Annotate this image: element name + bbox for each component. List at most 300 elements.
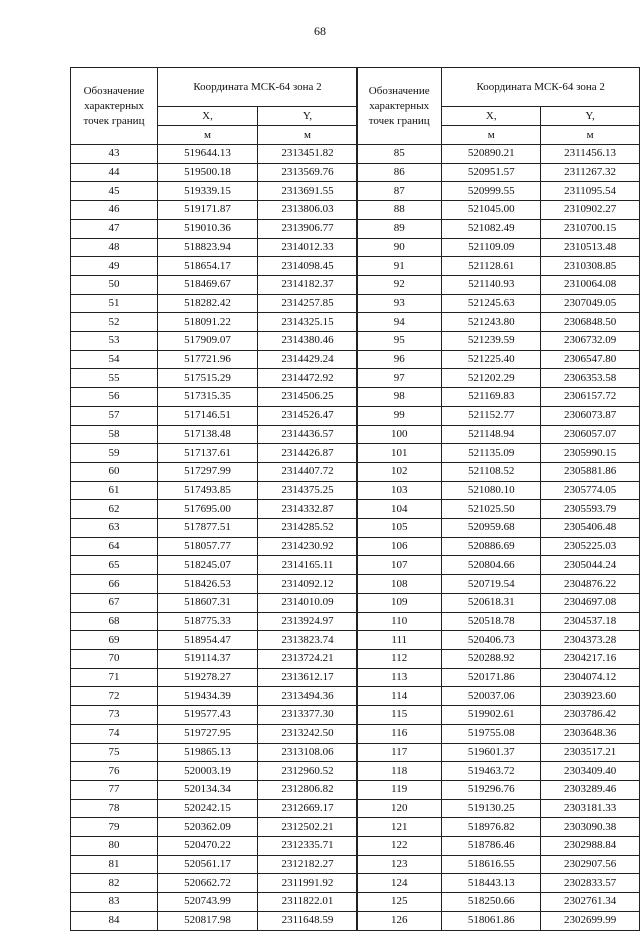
point-number-cell: 122 (357, 837, 442, 856)
x-coordinate-cell: 521135.09 (442, 444, 541, 463)
table-row (71, 593, 358, 612)
point-number-cell: 118 (357, 762, 442, 781)
point-number-cell: 94 (357, 313, 442, 332)
header-y-unit: м (541, 126, 640, 145)
point-number-cell: 49 (71, 257, 158, 276)
y-coordinate-cell: 2306848.50 (541, 313, 640, 332)
y-coordinate-cell: 2314407.72 (258, 462, 358, 481)
y-coordinate-cell: 2313242.50 (258, 724, 358, 743)
table-row (71, 182, 358, 201)
point-number-cell: 59 (71, 444, 158, 463)
point-number-cell: 111 (357, 631, 442, 650)
point-number-cell: 61 (71, 481, 158, 500)
x-coordinate-cell: 517315.35 (158, 388, 258, 407)
table-row (71, 818, 358, 837)
x-coordinate-cell: 521109.09 (442, 238, 541, 257)
header-x-unit: м (158, 126, 258, 145)
point-number-cell: 96 (357, 350, 442, 369)
x-coordinate-cell: 518282.42 (158, 294, 258, 313)
point-number-cell: 107 (357, 556, 442, 575)
table-row (357, 462, 640, 481)
table-row (357, 425, 640, 444)
table-row (71, 481, 358, 500)
table-row (357, 519, 640, 538)
table-row (357, 893, 640, 912)
x-coordinate-cell: 520003.19 (158, 762, 258, 781)
x-coordinate-cell: 520242.15 (158, 799, 258, 818)
table-row (357, 406, 640, 425)
y-coordinate-cell: 2311267.32 (541, 163, 640, 182)
point-number-cell: 74 (71, 724, 158, 743)
point-number-cell: 76 (71, 762, 158, 781)
x-coordinate-cell: 520743.99 (158, 893, 258, 912)
point-number-cell: 101 (357, 444, 442, 463)
point-number-cell: 110 (357, 612, 442, 631)
x-coordinate-cell: 520288.92 (442, 649, 541, 668)
point-number-cell: 75 (71, 743, 158, 762)
point-number-cell: 92 (357, 275, 442, 294)
point-number-cell: 66 (71, 575, 158, 594)
y-coordinate-cell: 2314375.25 (258, 481, 358, 500)
y-coordinate-cell: 2306057.07 (541, 425, 640, 444)
x-coordinate-cell: 519296.76 (442, 780, 541, 799)
point-number-cell: 123 (357, 855, 442, 874)
x-coordinate-cell: 520999.55 (442, 182, 541, 201)
table-row (71, 706, 358, 725)
x-coordinate-cell: 519727.95 (158, 724, 258, 743)
table-row (357, 818, 640, 837)
table-row (71, 462, 358, 481)
point-number-cell: 58 (71, 425, 158, 444)
x-coordinate-cell: 519865.13 (158, 743, 258, 762)
table-row (71, 257, 358, 276)
point-number-cell: 82 (71, 874, 158, 893)
x-coordinate-cell: 519902.61 (442, 706, 541, 725)
point-number-cell: 73 (71, 706, 158, 725)
y-coordinate-cell: 2314165.11 (258, 556, 358, 575)
y-coordinate-cell: 2305774.05 (541, 481, 640, 500)
y-coordinate-cell: 2313906.77 (258, 219, 358, 238)
point-number-cell: 81 (71, 855, 158, 874)
point-number-cell: 54 (71, 350, 158, 369)
y-coordinate-cell: 2314436.57 (258, 425, 358, 444)
y-coordinate-cell: 2314506.25 (258, 388, 358, 407)
y-coordinate-cell: 2305881.86 (541, 462, 640, 481)
x-coordinate-cell: 520171.86 (442, 668, 541, 687)
table-row (71, 519, 358, 538)
point-number-cell: 121 (357, 818, 442, 837)
point-number-cell: 98 (357, 388, 442, 407)
y-coordinate-cell: 2303409.40 (541, 762, 640, 781)
x-coordinate-cell: 519644.13 (158, 145, 258, 164)
y-coordinate-cell: 2303289.46 (541, 780, 640, 799)
y-coordinate-cell: 2310700.15 (541, 219, 640, 238)
table-row (71, 537, 358, 556)
point-number-cell: 55 (71, 369, 158, 388)
y-coordinate-cell: 2312806.82 (258, 780, 358, 799)
x-coordinate-cell: 519434.39 (158, 687, 258, 706)
x-coordinate-cell: 521045.00 (442, 201, 541, 220)
y-coordinate-cell: 2314182.37 (258, 275, 358, 294)
table-row (357, 911, 640, 930)
point-number-cell: 63 (71, 519, 158, 538)
point-number-cell: 79 (71, 818, 158, 837)
x-coordinate-cell: 521152.77 (442, 406, 541, 425)
table-row (357, 631, 640, 650)
point-number-cell: 67 (71, 593, 158, 612)
point-number-cell: 64 (71, 537, 158, 556)
y-coordinate-cell: 2314010.09 (258, 593, 358, 612)
table-row (357, 706, 640, 725)
header-y-unit: м (258, 126, 358, 145)
table-row (71, 799, 358, 818)
x-coordinate-cell: 519171.87 (158, 201, 258, 220)
y-coordinate-cell: 2304373.28 (541, 631, 640, 650)
x-coordinate-cell: 519500.18 (158, 163, 258, 182)
header-coordinate: Координата МСК-64 зона 2 (158, 68, 358, 107)
y-coordinate-cell: 2303786.42 (541, 706, 640, 725)
table-row (357, 444, 640, 463)
table-row (71, 631, 358, 650)
y-coordinate-cell: 2307049.05 (541, 294, 640, 313)
point-number-cell: 77 (71, 780, 158, 799)
point-number-cell: 106 (357, 537, 442, 556)
x-coordinate-cell: 517909.07 (158, 332, 258, 351)
point-number-cell: 44 (71, 163, 158, 182)
x-coordinate-cell: 518654.17 (158, 257, 258, 276)
y-coordinate-cell: 2304217.16 (541, 649, 640, 668)
table-row (357, 537, 640, 556)
x-coordinate-cell: 520817.98 (158, 911, 258, 930)
y-coordinate-cell: 2312335.71 (258, 837, 358, 856)
coordinates-table-right (356, 67, 640, 931)
table-row (71, 145, 358, 164)
point-number-cell: 47 (71, 219, 158, 238)
y-coordinate-cell: 2306353.58 (541, 369, 640, 388)
point-number-cell: 69 (71, 631, 158, 650)
table-row (357, 219, 640, 238)
point-number-cell: 80 (71, 837, 158, 856)
table-row (357, 500, 640, 519)
header-x-unit: м (442, 126, 541, 145)
point-number-cell: 78 (71, 799, 158, 818)
y-coordinate-cell: 2312960.52 (258, 762, 358, 781)
table-row (71, 687, 358, 706)
point-number-cell: 126 (357, 911, 442, 930)
table-row (71, 874, 358, 893)
table-row (71, 219, 358, 238)
table-row (71, 724, 358, 743)
x-coordinate-cell: 517877.51 (158, 519, 258, 538)
y-coordinate-cell: 2304697.08 (541, 593, 640, 612)
table-row (71, 743, 358, 762)
table-row (71, 575, 358, 594)
point-number-cell: 99 (357, 406, 442, 425)
x-coordinate-cell: 518775.33 (158, 612, 258, 631)
table-row (71, 612, 358, 631)
table-row (71, 313, 358, 332)
x-coordinate-cell: 521148.94 (442, 425, 541, 444)
table-row (71, 238, 358, 257)
point-number-cell: 60 (71, 462, 158, 481)
x-coordinate-cell: 521169.83 (442, 388, 541, 407)
x-coordinate-cell: 517721.96 (158, 350, 258, 369)
table-row (71, 294, 358, 313)
point-number-cell: 97 (357, 369, 442, 388)
table-row (357, 855, 640, 874)
table-row (357, 649, 640, 668)
table-row (357, 163, 640, 182)
table-row (357, 743, 640, 762)
y-coordinate-cell: 2313451.82 (258, 145, 358, 164)
table-row (71, 556, 358, 575)
table-row (357, 313, 640, 332)
x-coordinate-cell: 519114.37 (158, 649, 258, 668)
table-row (71, 275, 358, 294)
point-number-cell: 91 (357, 257, 442, 276)
point-number-cell: 87 (357, 182, 442, 201)
point-number-cell: 45 (71, 182, 158, 201)
y-coordinate-cell: 2304074.12 (541, 668, 640, 687)
table-row (357, 481, 640, 500)
x-coordinate-cell: 518976.82 (442, 818, 541, 837)
y-coordinate-cell: 2306157.72 (541, 388, 640, 407)
x-coordinate-cell: 517138.48 (158, 425, 258, 444)
x-coordinate-cell: 520406.73 (442, 631, 541, 650)
y-coordinate-cell: 2314380.46 (258, 332, 358, 351)
table-row (71, 406, 358, 425)
table-row (71, 837, 358, 856)
x-coordinate-cell: 517515.29 (158, 369, 258, 388)
point-number-cell: 109 (357, 593, 442, 612)
table-row (71, 668, 358, 687)
x-coordinate-cell: 520951.57 (442, 163, 541, 182)
header-x: X, (442, 107, 541, 126)
point-number-cell: 104 (357, 500, 442, 519)
point-number-cell: 84 (71, 911, 158, 930)
x-coordinate-cell: 519577.43 (158, 706, 258, 725)
point-number-cell: 68 (71, 612, 158, 631)
y-coordinate-cell: 2314257.85 (258, 294, 358, 313)
table-row (357, 556, 640, 575)
table-row (357, 201, 640, 220)
y-coordinate-cell: 2313691.55 (258, 182, 358, 201)
y-coordinate-cell: 2305044.24 (541, 556, 640, 575)
x-coordinate-cell: 519010.36 (158, 219, 258, 238)
y-coordinate-cell: 2311648.59 (258, 911, 358, 930)
y-coordinate-cell: 2313823.74 (258, 631, 358, 650)
y-coordinate-cell: 2302699.99 (541, 911, 640, 930)
y-coordinate-cell: 2313494.36 (258, 687, 358, 706)
x-coordinate-cell: 520362.09 (158, 818, 258, 837)
x-coordinate-cell: 520134.34 (158, 780, 258, 799)
table-row (357, 724, 640, 743)
point-number-cell: 88 (357, 201, 442, 220)
x-coordinate-cell: 521225.40 (442, 350, 541, 369)
x-coordinate-cell: 521128.61 (442, 257, 541, 276)
x-coordinate-cell: 518426.53 (158, 575, 258, 594)
table-row (71, 649, 358, 668)
x-coordinate-cell: 518091.22 (158, 313, 258, 332)
point-number-cell: 93 (357, 294, 442, 313)
point-number-cell: 117 (357, 743, 442, 762)
y-coordinate-cell: 2311822.01 (258, 893, 358, 912)
table-row (357, 238, 640, 257)
y-coordinate-cell: 2313724.21 (258, 649, 358, 668)
table-row (357, 612, 640, 631)
table-row (357, 668, 640, 687)
y-coordinate-cell: 2304876.22 (541, 575, 640, 594)
y-coordinate-cell: 2314526.47 (258, 406, 358, 425)
table-row (71, 350, 358, 369)
x-coordinate-cell: 520886.69 (442, 537, 541, 556)
x-coordinate-cell: 519339.15 (158, 182, 258, 201)
y-coordinate-cell: 2310902.27 (541, 201, 640, 220)
table-row (357, 350, 640, 369)
point-number-cell: 102 (357, 462, 442, 481)
header-x: X, (158, 107, 258, 126)
point-number-cell: 65 (71, 556, 158, 575)
x-coordinate-cell: 519463.72 (442, 762, 541, 781)
point-number-cell: 43 (71, 145, 158, 164)
x-coordinate-cell: 519601.37 (442, 743, 541, 762)
point-number-cell: 105 (357, 519, 442, 538)
y-coordinate-cell: 2304537.18 (541, 612, 640, 631)
y-coordinate-cell: 2305593.79 (541, 500, 640, 519)
point-number-cell: 70 (71, 649, 158, 668)
y-coordinate-cell: 2311456.13 (541, 145, 640, 164)
table-row (71, 163, 358, 182)
table-row (357, 837, 640, 856)
y-coordinate-cell: 2303181.33 (541, 799, 640, 818)
x-coordinate-cell: 518954.47 (158, 631, 258, 650)
y-coordinate-cell: 2313569.76 (258, 163, 358, 182)
x-coordinate-cell: 518443.13 (442, 874, 541, 893)
point-number-cell: 89 (357, 219, 442, 238)
y-coordinate-cell: 2306547.80 (541, 350, 640, 369)
header-y: Y, (258, 107, 358, 126)
x-coordinate-cell: 517146.51 (158, 406, 258, 425)
point-number-cell: 57 (71, 406, 158, 425)
point-number-cell: 95 (357, 332, 442, 351)
header-point-label: Обозначение характерных точек границ (357, 68, 442, 145)
y-coordinate-cell: 2310308.85 (541, 257, 640, 276)
table-row (357, 780, 640, 799)
point-number-cell: 90 (357, 238, 442, 257)
x-coordinate-cell: 521025.50 (442, 500, 541, 519)
x-coordinate-cell: 519130.25 (442, 799, 541, 818)
y-coordinate-cell: 2302833.57 (541, 874, 640, 893)
x-coordinate-cell: 520890.21 (442, 145, 541, 164)
y-coordinate-cell: 2314426.87 (258, 444, 358, 463)
x-coordinate-cell: 518786.46 (442, 837, 541, 856)
x-coordinate-cell: 521082.49 (442, 219, 541, 238)
header-y: Y, (541, 107, 640, 126)
table-row (71, 762, 358, 781)
y-coordinate-cell: 2314012.33 (258, 238, 358, 257)
point-number-cell: 86 (357, 163, 442, 182)
table-row (71, 332, 358, 351)
x-coordinate-cell: 518245.07 (158, 556, 258, 575)
x-coordinate-cell: 520561.17 (158, 855, 258, 874)
table-row (357, 874, 640, 893)
y-coordinate-cell: 2314332.87 (258, 500, 358, 519)
y-coordinate-cell: 2313806.03 (258, 201, 358, 220)
y-coordinate-cell: 2305990.15 (541, 444, 640, 463)
x-coordinate-cell: 518469.67 (158, 275, 258, 294)
x-coordinate-cell: 520804.66 (442, 556, 541, 575)
y-coordinate-cell: 2303517.21 (541, 743, 640, 762)
y-coordinate-cell: 2314472.92 (258, 369, 358, 388)
x-coordinate-cell: 519755.08 (442, 724, 541, 743)
x-coordinate-cell: 521108.52 (442, 462, 541, 481)
point-number-cell: 72 (71, 687, 158, 706)
point-number-cell: 83 (71, 893, 158, 912)
y-coordinate-cell: 2314092.12 (258, 575, 358, 594)
point-number-cell: 119 (357, 780, 442, 799)
y-coordinate-cell: 2314098.45 (258, 257, 358, 276)
table-row (357, 332, 640, 351)
point-number-cell: 120 (357, 799, 442, 818)
point-number-cell: 71 (71, 668, 158, 687)
x-coordinate-cell: 521202.29 (442, 369, 541, 388)
y-coordinate-cell: 2310064.08 (541, 275, 640, 294)
table-row (357, 182, 640, 201)
table-row (71, 893, 358, 912)
table-row (357, 799, 640, 818)
table-row (357, 257, 640, 276)
x-coordinate-cell: 521243.80 (442, 313, 541, 332)
point-number-cell: 62 (71, 500, 158, 519)
x-coordinate-cell: 519278.27 (158, 668, 258, 687)
table-row (71, 369, 358, 388)
y-coordinate-cell: 2302761.34 (541, 893, 640, 912)
y-coordinate-cell: 2312502.21 (258, 818, 358, 837)
y-coordinate-cell: 2312182.27 (258, 855, 358, 874)
point-number-cell: 51 (71, 294, 158, 313)
x-coordinate-cell: 521239.59 (442, 332, 541, 351)
y-coordinate-cell: 2305225.03 (541, 537, 640, 556)
header-coordinate: Координата МСК-64 зона 2 (442, 68, 640, 107)
coordinates-table-left (70, 67, 358, 931)
y-coordinate-cell: 2305406.48 (541, 519, 640, 538)
table-row (357, 294, 640, 313)
y-coordinate-cell: 2313612.17 (258, 668, 358, 687)
table-row (357, 145, 640, 164)
x-coordinate-cell: 517695.00 (158, 500, 258, 519)
point-number-cell: 113 (357, 668, 442, 687)
table-row (357, 593, 640, 612)
x-coordinate-cell: 518250.66 (442, 893, 541, 912)
y-coordinate-cell: 2314429.24 (258, 350, 358, 369)
table-row (71, 780, 358, 799)
point-number-cell: 85 (357, 145, 442, 164)
point-number-cell: 48 (71, 238, 158, 257)
point-number-cell: 124 (357, 874, 442, 893)
y-coordinate-cell: 2314285.52 (258, 519, 358, 538)
table-row (357, 275, 640, 294)
table-row (357, 388, 640, 407)
y-coordinate-cell: 2311991.92 (258, 874, 358, 893)
x-coordinate-cell: 521140.93 (442, 275, 541, 294)
y-coordinate-cell: 2302907.56 (541, 855, 640, 874)
x-coordinate-cell: 520719.54 (442, 575, 541, 594)
table-row (71, 201, 358, 220)
y-coordinate-cell: 2313924.97 (258, 612, 358, 631)
point-number-cell: 116 (357, 724, 442, 743)
y-coordinate-cell: 2312669.17 (258, 799, 358, 818)
x-coordinate-cell: 520037.06 (442, 687, 541, 706)
